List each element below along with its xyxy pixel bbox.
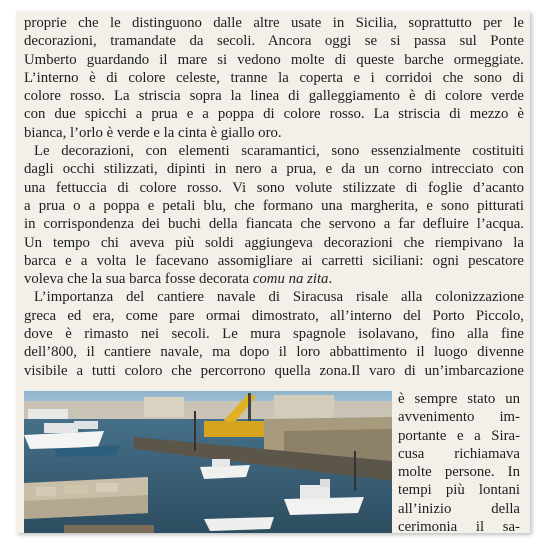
text-line: bianca, l’orlo è verde e la cinta è giallo oro. xyxy=(24,124,282,141)
paragraph-2 xyxy=(24,142,524,288)
text-line: proprie che le distinguono dalle altre usate in Sicilia, soprattutto per le xyxy=(24,15,524,31)
side-text-column xyxy=(398,390,520,533)
text-line: barca e a volta le facevano assomigliare ai carretti siciliani: ogni pescatore xyxy=(24,252,524,269)
text-line: Un tempo chi aveva più soldi aggiungeva decorazioni che riempivano la xyxy=(24,234,524,251)
text-line: con due spicchi a prua e a poppa di colore rosso. La striscia di mezzo è xyxy=(24,106,524,123)
text-line: molte persone. In xyxy=(398,464,520,481)
text-line: portante e a Sira- xyxy=(398,427,520,444)
text-span: . xyxy=(328,271,333,288)
text-line: dell’800, il cantiere navale, ma dopo il loro abbattimento il luogo divenne xyxy=(24,344,524,361)
article-text xyxy=(24,14,524,380)
text-line: tempi più lontani xyxy=(398,482,520,499)
text-line: visibile a tutti coloro che percorrono quella zona.Il varo di un’imbarcazione xyxy=(24,362,524,379)
italic-phrase: comu na zita xyxy=(252,271,329,288)
book-page xyxy=(16,11,530,533)
text-line: è sempre stato un xyxy=(398,391,520,407)
harbor-photo xyxy=(24,391,392,533)
text-line: L’interno è di colore celeste, tranne la coperta e i corridoi che sono di xyxy=(24,69,524,86)
text-line: decorazioni, tramandate da secoli. Ancora oggi se si passa sul Ponte xyxy=(24,33,524,50)
text-span: voleva che la sua barca fosse decorata xyxy=(24,271,253,288)
text-line: Umberto guardando il mare si vedono molte di queste barche ormeggiate. xyxy=(24,51,524,68)
text-line: dove è rimasto nei secoli. Le mura spagnole isolavano, fino alla fine xyxy=(24,326,524,343)
text-line: una fettuccia di colore rosso. Vi sono volute stilizzate di foglie d’acanto xyxy=(24,179,524,196)
paragraph-1 xyxy=(24,14,524,142)
text-line: avvenimento im- xyxy=(398,409,520,426)
text-line: L’importanza del cantiere navale di Siracusa risale alla colonizzazione xyxy=(34,289,524,306)
text-line xyxy=(24,270,524,288)
text-line: in corrispondenza dei buchi della fiancata che servono a far defluire l’acqua. xyxy=(24,216,524,233)
text-line: cusa richiamava xyxy=(398,445,520,462)
text-line: cerimonia il sa- xyxy=(398,519,520,533)
text-line: a prua o a poppa e petali blu, che formano una margherita, e sono pitturati xyxy=(24,197,524,214)
text-line: dagli occhi stilizzati, dipinti in nero a prua, e da un corno intrecciato con xyxy=(24,161,524,178)
paragraph-3 xyxy=(24,288,524,379)
text-line: all’inizio della xyxy=(398,500,520,517)
text-line: Le decorazioni, con elementi scaramantici, sono essenzialmente costituiti xyxy=(34,143,524,160)
text-line: colore rosso. La striscia sopra la linea di galleggiamento è di colore verde xyxy=(24,88,524,105)
text-line: greca ed era, come pare ormai dimostrato, all’interno del Porto Piccolo, xyxy=(24,307,524,324)
